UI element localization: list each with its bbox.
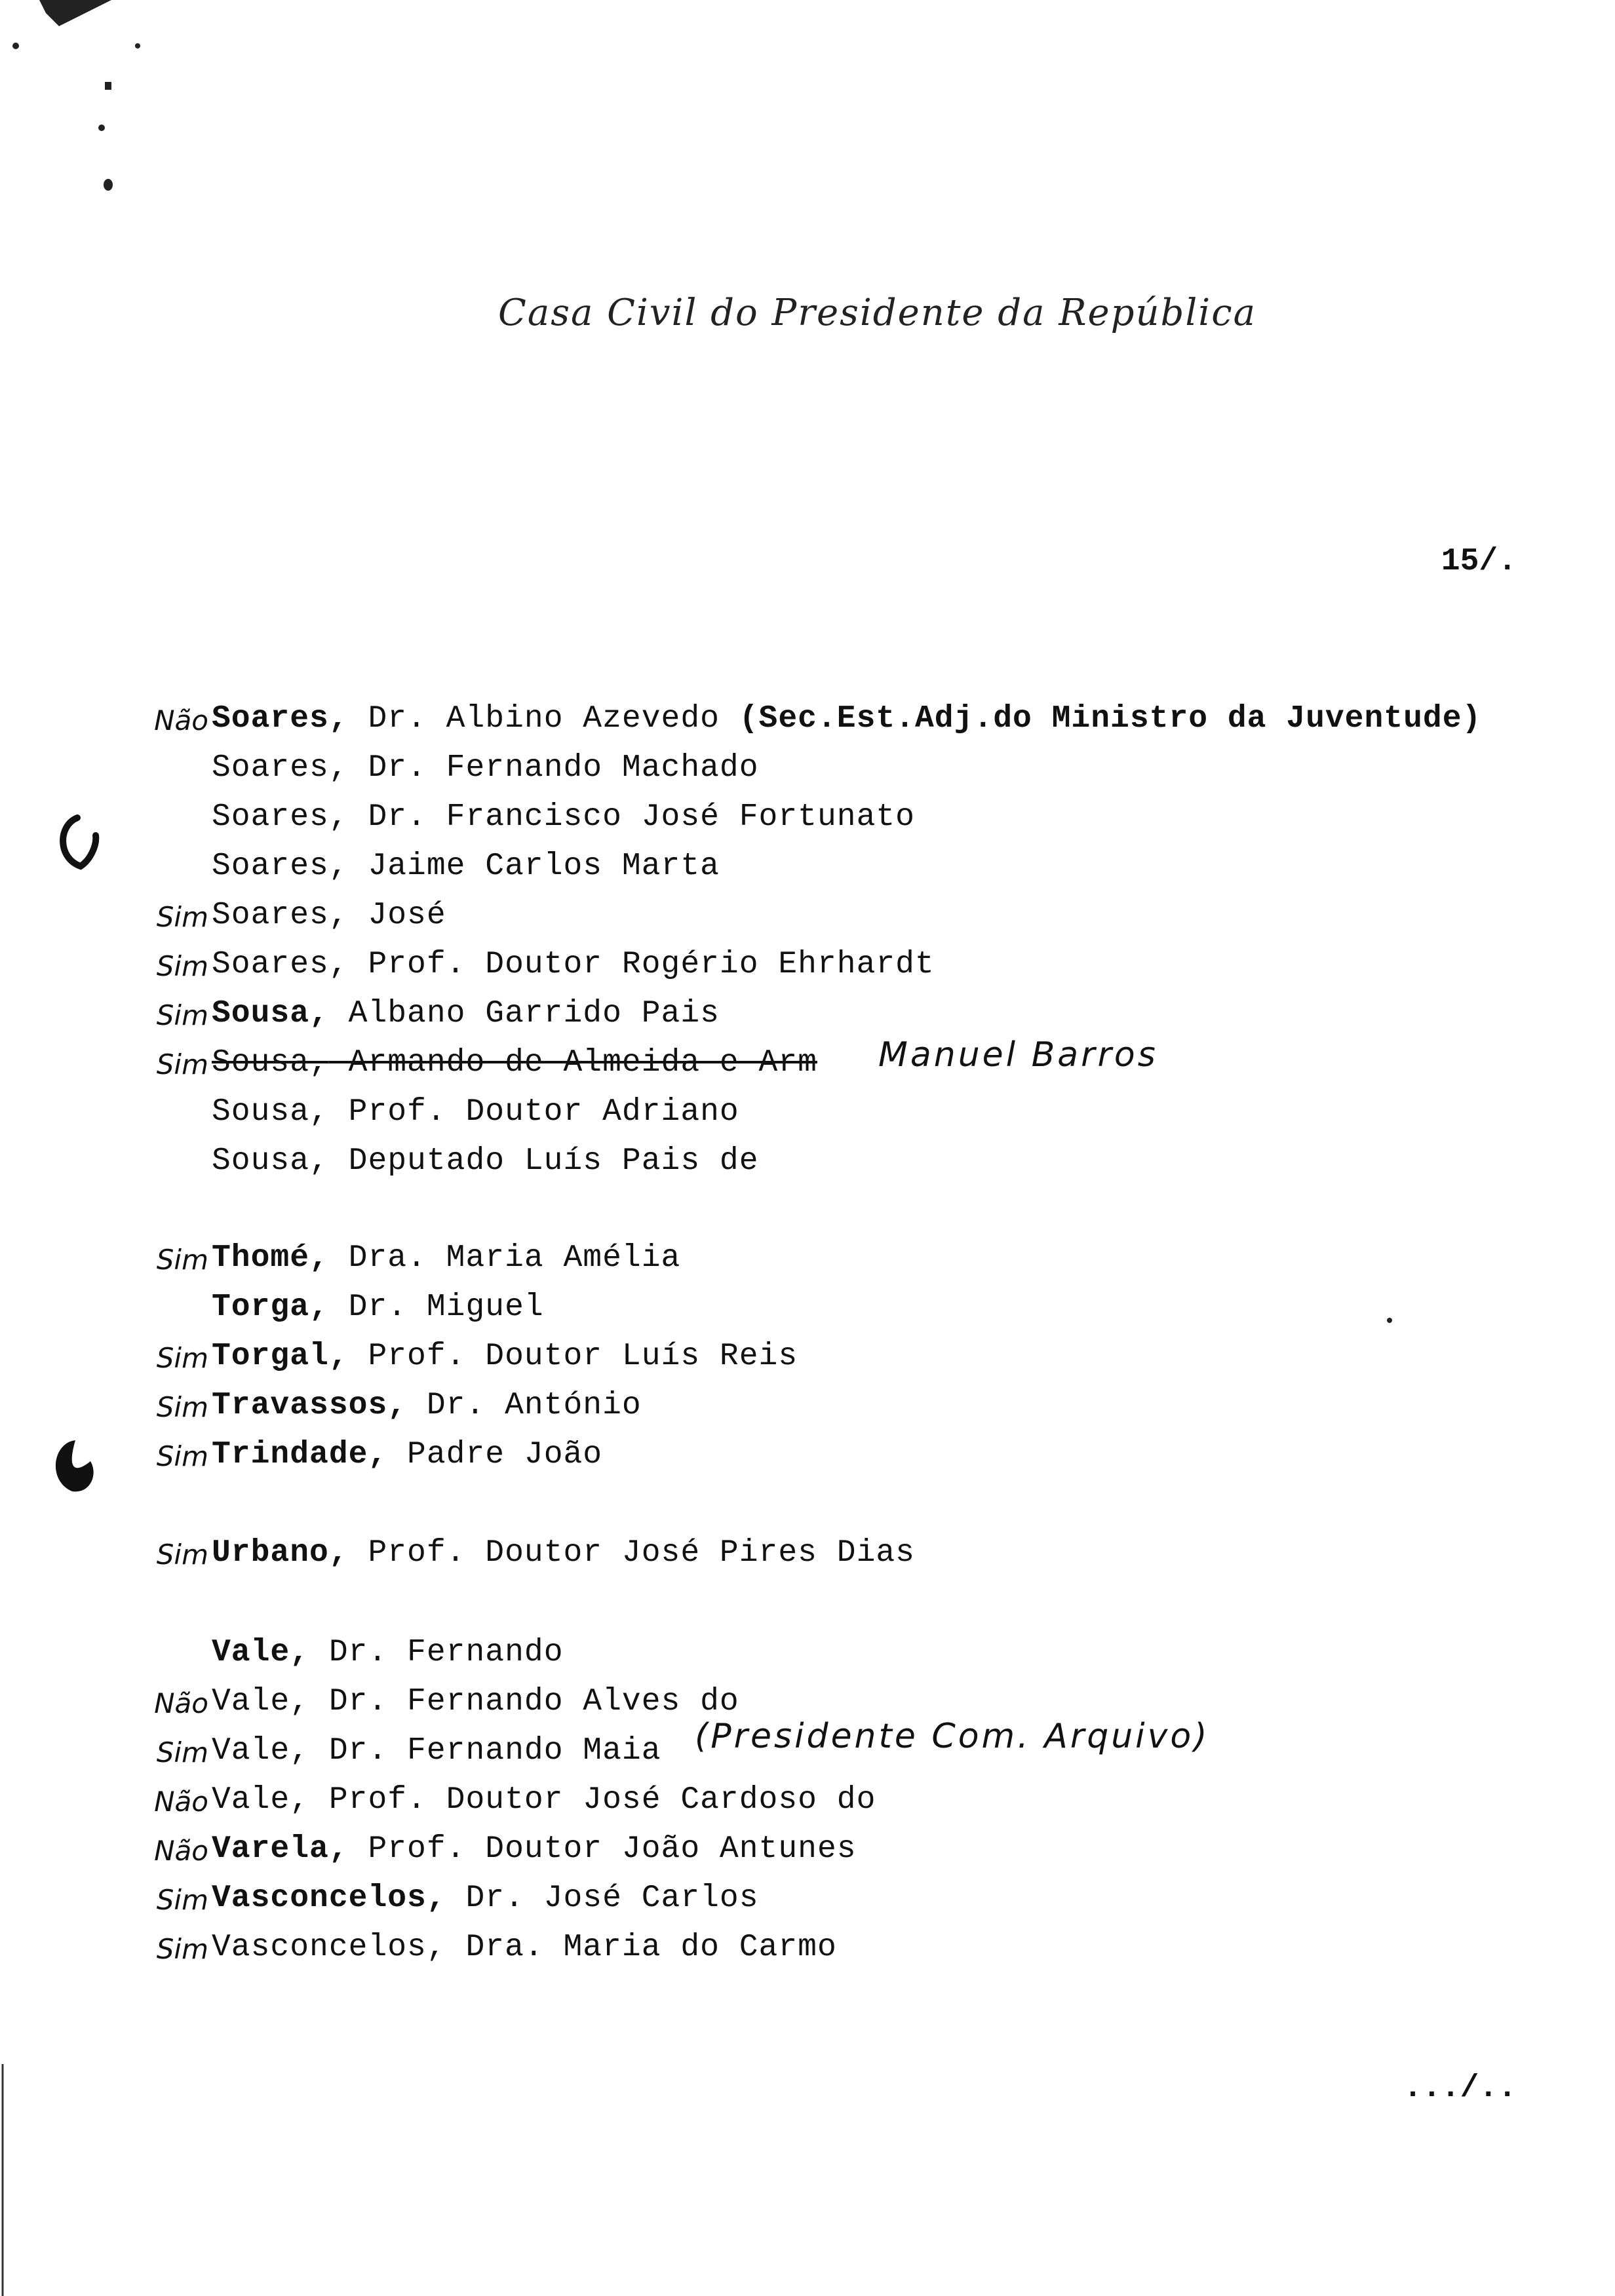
entry-surname: Thomé, (212, 1240, 329, 1276)
entry-surname: Soares, (212, 947, 349, 982)
list-item (212, 1045, 817, 1091)
entry-name: Armando de Almeida e Arm (328, 1045, 817, 1081)
margin-mark: Sim (156, 1736, 208, 1769)
list-item (212, 947, 935, 993)
entry-surname: Sousa, (212, 1143, 329, 1179)
list-item (212, 1930, 837, 1976)
entry-surname: Vale, (212, 1733, 310, 1769)
list-item (212, 1535, 915, 1581)
list-item (212, 1881, 759, 1926)
list-item (212, 1635, 564, 1681)
entry-name: Dr. Fernando Maia (309, 1733, 661, 1769)
scan-corner-mark (0, 0, 170, 210)
handwritten-annotation: (Presidente Com. Arquivo) (695, 1717, 1210, 1756)
margin-mark: Sim (156, 999, 208, 1031)
entry-surname: Travassos, (212, 1388, 408, 1423)
entry-name: Dr. Fernando (309, 1635, 564, 1670)
list-item (212, 1240, 680, 1286)
list-item (212, 1831, 857, 1877)
entry-name: Jaime Carlos Marta (348, 849, 720, 884)
entry-note: (Sec.Est.Adj.do Ministro da Juventude) (739, 701, 1482, 737)
margin-mark: Não (154, 1687, 208, 1719)
list-item (212, 849, 720, 894)
entry-name: Prof. Doutor João Antunes (348, 1831, 857, 1867)
entry-surname: Soares, (212, 799, 349, 835)
list-item (212, 1339, 798, 1385)
entry-surname: Vasconcelos, (212, 1881, 446, 1916)
entry-surname: Torgal, (212, 1339, 349, 1374)
entry-name: Prof. Doutor José Cardoso do (309, 1782, 876, 1818)
margin-mark: Sim (156, 901, 208, 933)
entry-surname: Sousa, (212, 996, 329, 1031)
entry-surname: Trindade, (212, 1437, 388, 1472)
entry-name: Dr. Miguel (328, 1290, 544, 1325)
margin-mark: Sim (156, 1884, 208, 1916)
entry-name: Dra. Maria do Carmo (446, 1930, 837, 1965)
entry-surname: Soares, (212, 750, 349, 786)
entry-name: Dr. Fernando Machado (348, 750, 759, 786)
entry-name: Prof. Doutor Luís Reis (348, 1339, 798, 1374)
list-item (212, 1094, 739, 1140)
list-item (212, 1437, 602, 1483)
margin-mark: Não (154, 1835, 208, 1867)
entry-name: Dr. António (407, 1388, 642, 1423)
list-item (212, 898, 446, 944)
entry-surname: Sousa, (212, 1045, 329, 1081)
entry-name: Dr. Francisco José Fortunato (348, 799, 915, 835)
margin-mark: Sim (156, 1244, 208, 1276)
entry-name: Dr. Albino Azevedo (348, 701, 739, 737)
entry-surname: Sousa, (212, 1094, 329, 1130)
list-item (212, 996, 720, 1042)
list-item (212, 1782, 876, 1828)
list-item (212, 1290, 544, 1335)
entry-surname: Torga, (212, 1290, 329, 1325)
margin-dot-mark (39, 1435, 105, 1501)
margin-mark: Sim (156, 1048, 208, 1081)
page-number: 15/. (1441, 544, 1517, 579)
entry-surname: Vale, (212, 1782, 310, 1818)
handwritten-correction: Manuel Barros (878, 1035, 1158, 1075)
stray-dot-mark (1383, 1314, 1396, 1327)
entry-name: Dra. Maria Amélia (328, 1240, 681, 1276)
list-item (212, 799, 915, 845)
entry-name: Prof. Doutor Rogério Ehrhardt (348, 947, 935, 982)
entry-name: Albano Garrido Pais (328, 996, 720, 1031)
list-item (212, 750, 759, 796)
entry-surname: Soares, (212, 898, 349, 933)
list-item (212, 1733, 661, 1779)
margin-mark: Sim (156, 1342, 208, 1374)
margin-mark: Sim (156, 1391, 208, 1423)
margin-mark: Sim (156, 950, 208, 982)
list-item (212, 1143, 759, 1189)
entry-surname: Soares, (212, 701, 349, 737)
list-item (212, 1684, 739, 1730)
entry-name: Dr. Fernando Alves do (309, 1684, 739, 1719)
list-item (212, 1388, 642, 1434)
margin-mark: Não (154, 1786, 208, 1818)
entry-name: Deputado Luís Pais de (328, 1143, 759, 1179)
continuation-marker: .../.. (1403, 2071, 1517, 2106)
entry-surname: Vale, (212, 1684, 310, 1719)
margin-mark: Não (154, 704, 208, 737)
margin-mark: Sim (156, 1539, 208, 1571)
margin-bracket-mark (51, 813, 104, 878)
letterhead: Casa Civil do Presidente da República (498, 292, 1256, 334)
entry-surname: Vasconcelos, (212, 1930, 446, 1965)
entry-surname: Varela, (212, 1831, 349, 1867)
entry-name: José (348, 898, 446, 933)
entry-name: Prof. Doutor Adriano (328, 1094, 739, 1130)
scan-edge-line (0, 2064, 8, 2296)
entry-name: Dr. José Carlos (446, 1881, 759, 1916)
margin-mark: Sim (156, 1933, 208, 1965)
entry-name: Prof. Doutor José Pires Dias (348, 1535, 915, 1571)
entry-surname: Vale, (212, 1635, 310, 1670)
margin-mark: Sim (156, 1440, 208, 1472)
list-item (212, 701, 1481, 747)
entry-surname: Soares, (212, 849, 349, 884)
entry-surname: Urbano, (212, 1535, 349, 1571)
entry-name: Padre João (387, 1437, 603, 1472)
